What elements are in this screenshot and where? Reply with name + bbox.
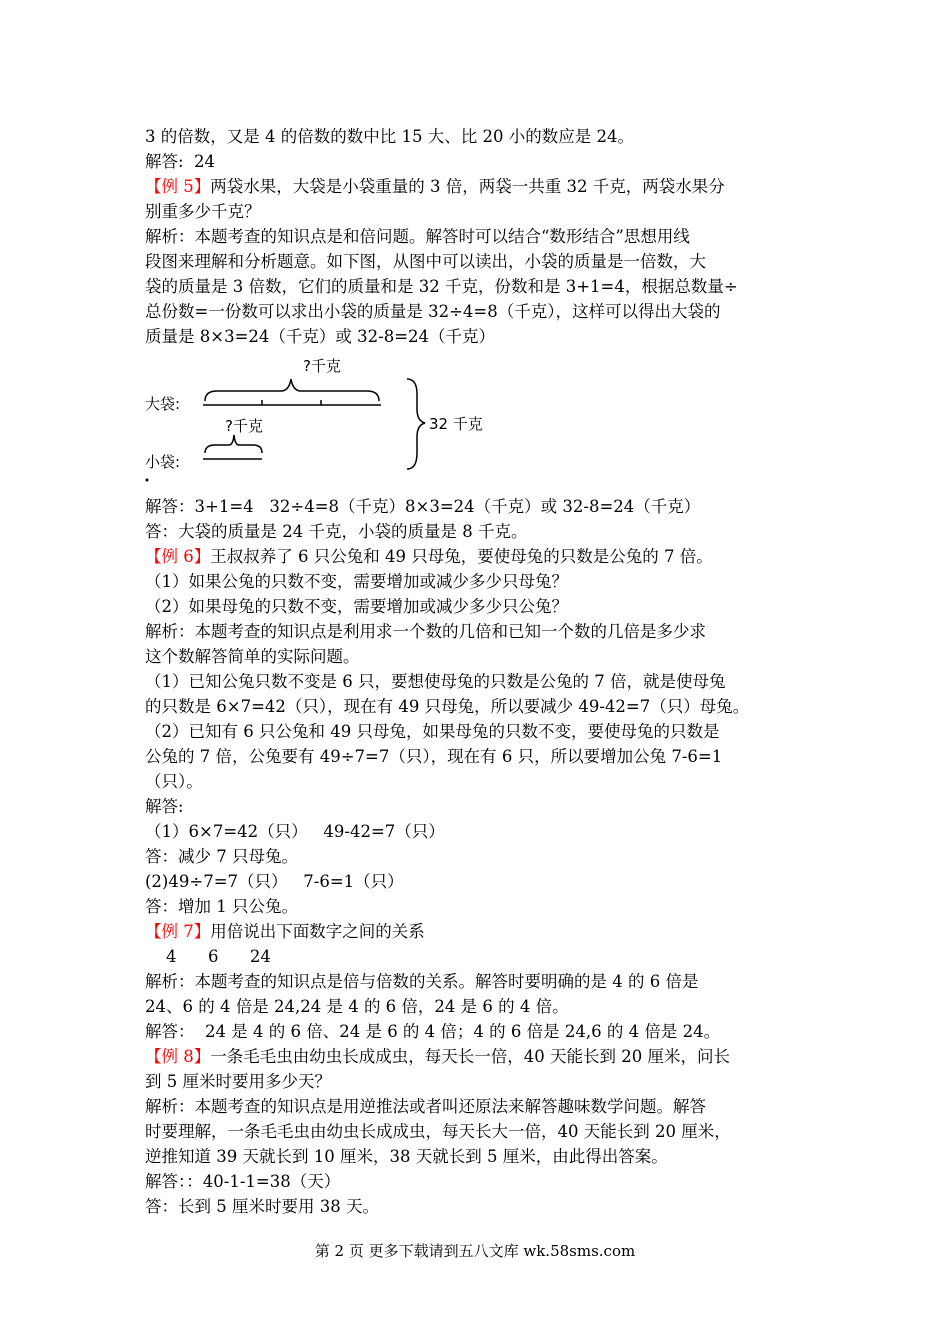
big-bag-brace <box>205 379 379 401</box>
total-brace <box>407 379 425 469</box>
text-line: 的只数是 6×7=42（只），现在有 49 只母兔，所以要减少 49-42=7（只）母兔。 <box>145 697 750 716</box>
text-line: 到 5 厘米时要用多少天？ <box>145 1072 331 1091</box>
text-line: 这个数解答简单的实际问题。 <box>145 647 360 666</box>
text-line: （1）如果公兔的只数不变，需要增加或减少多少只母兔？ <box>145 572 568 591</box>
example-8-question: 【例 8】一条毛毛虫由幼虫长成成虫，每天长一倍，40 天能长到 20 厘米，问长 <box>145 1047 730 1066</box>
text-line: 解析：本题考查的知识点是用逆推法或者叫还原法来解答趣味数学问题。解答 <box>145 1097 706 1116</box>
text-line: 3 的倍数，又是 4 的倍数的数中比 15 大、比 20 小的数应是 24。 <box>145 127 634 146</box>
answer-line: （1）6×7=42（只） 49-42=7（只） <box>145 822 445 841</box>
big-bag-label: 大袋: <box>145 395 181 413</box>
example-6-tag: 【例 6】 <box>145 547 211 566</box>
text-line: 质量是 8×3=24（千克）或 32-8=24（千克） <box>145 327 496 346</box>
text-line: 4 6 24 <box>145 947 271 966</box>
example-7-question: 【例 7】用倍说出下面数字之间的关系 <box>145 922 425 941</box>
answer-line: 答：减少 7 只母兔。 <box>145 847 298 866</box>
text-line: 段图来理解和分析题意。如下图，从图中可以读出，小袋的质量是一倍数，大 <box>145 252 706 271</box>
text-line: （1）已知公兔只数不变是 6 只，要想使母兔的只数是公兔的 7 倍，就是使母兔 <box>145 672 726 691</box>
text-line: 解析：本题考查的知识点是倍与倍数的关系。解答时要明确的是 4 的 6 倍是 <box>145 972 699 991</box>
big-bag-unit: ?千克 <box>303 357 341 375</box>
answer-line: 答：长到 5 厘米时要用 38 天。 <box>145 1197 379 1216</box>
text-line: 逆推知道 39 天就长到 10 厘米，38 天就长到 5 厘米，由此得出答案。 <box>145 1147 668 1166</box>
answer-line: 解答：3+1=4 32÷4=8（千克）8×3=24（千克）或 32-8=24（千克） <box>145 497 701 516</box>
text-line: 时要理解，一条毛毛虫由幼虫长成成虫，每天长大一倍，40 天能长到 20 厘米， <box>145 1122 731 1141</box>
example-8-tag: 【例 8】 <box>145 1047 211 1066</box>
answer-line: 解答: <box>145 797 184 816</box>
text-line: 解析：本题考查的知识点是利用求一个数的几倍和已知一个数的几倍是多少求 <box>145 622 706 641</box>
example-5-question: 【例 5】两袋水果，大袋是小袋重量的 3 倍，两袋一共重 32 千克，两袋水果分 <box>145 177 725 196</box>
page-content <box>145 124 810 1219</box>
answer-line: 解答：：40-1-1=38（天） <box>145 1172 341 1191</box>
answer-line: 答：大袋的质量是 24 千克，小袋的质量是 8 千克。 <box>145 522 528 541</box>
example-6-question: 【例 6】王叔叔养了 6 只公兔和 49 只母兔，要使母兔的只数是公兔的 7 倍。 <box>145 547 713 566</box>
answer-line: (2)49÷7=7（只） 7-6=1（只） <box>145 872 404 891</box>
small-bag-label: 小袋: <box>145 453 181 471</box>
answer-line: 解答: 24 <box>145 152 216 171</box>
total-label: 32 千克 <box>429 415 483 433</box>
dot-mark <box>146 479 149 482</box>
text-line: （只）。 <box>145 772 203 791</box>
answer-line: 答：增加 1 只公兔。 <box>145 897 298 916</box>
text-line: 别重多少千克？ <box>145 202 261 221</box>
text-line: （2）已知有 6 只公兔和 49 只母兔，如果母兔的只数不变，要使母兔的只数是 <box>145 722 720 741</box>
example-7-tag: 【例 7】 <box>145 922 211 941</box>
text-line: （2）如果母兔的只数不变，需要增加或减少多少只公兔？ <box>145 597 568 616</box>
page-footer: 第 2 页 更多下载请到五八文库 wk.58sms.com <box>314 1242 636 1260</box>
text-line: 总份数=一份数可以求出小袋的质量是 32÷4=8（千克），这样可以得出大袋的 <box>145 302 721 321</box>
text-line: 公兔的 7 倍，公兔要有 49÷7=7（只），现在有 6 只，所以要增加公兔 7-6=1 <box>145 747 723 766</box>
text-line: 袋的质量是 3 倍数，它们的质量和是 32 千克，份数和是 3+1=4，根据总数量÷ <box>145 277 738 296</box>
small-bag-unit: ?千克 <box>225 417 263 435</box>
text-line: 解析：本题考查的知识点是和倍问题。解答时可以结合“数形结合”思想用线 <box>145 227 690 246</box>
text-line: 24、6 的 4 倍是 24,24 是 4 的 6 倍，24 是 6 的 4 倍。 <box>145 997 569 1016</box>
small-bag-brace <box>205 435 262 453</box>
line-segment-diagram <box>145 349 810 494</box>
answer-line: 解答： 24 是 4 的 6 倍、24 是 6 的 4 倍；4 的 6 倍是 24,6 的 4 倍是 24。 <box>145 1022 721 1041</box>
example-5-tag: 【例 5】 <box>145 177 211 196</box>
